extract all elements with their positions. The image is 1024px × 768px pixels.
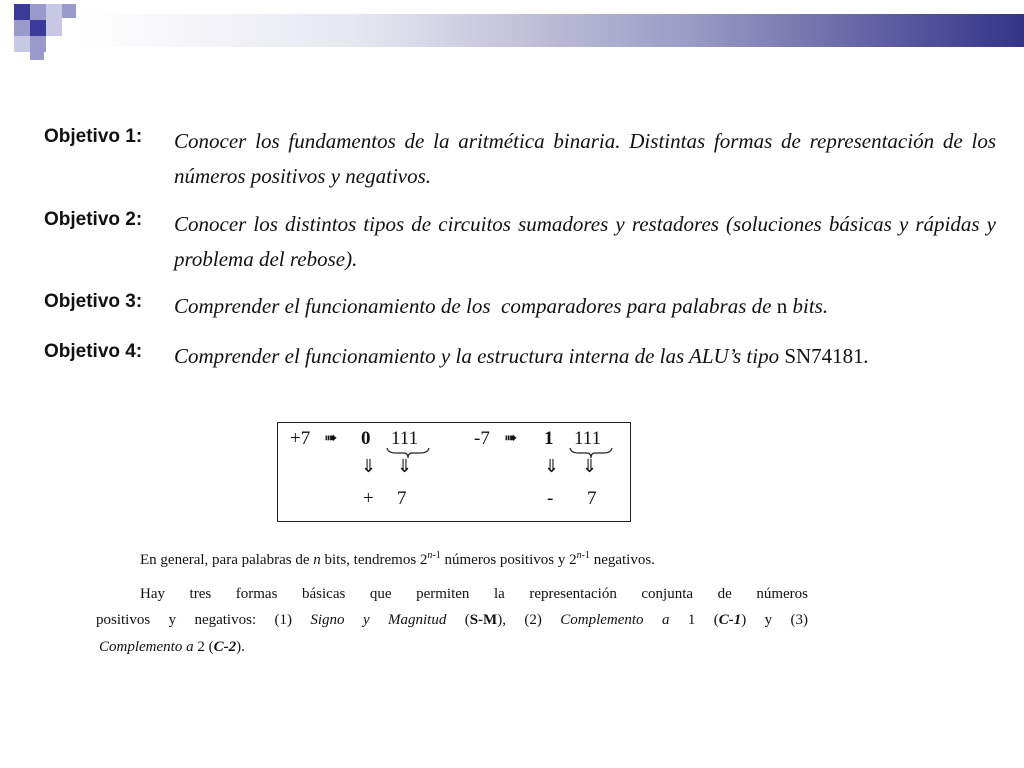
objective-text-part: bits. — [787, 294, 829, 318]
decor-square — [30, 20, 46, 36]
text-run-bold-italic: C-2 — [213, 639, 237, 655]
exponent-minus-one: -1 — [581, 550, 590, 561]
paragraph-line: Hay tres formas básicas que permiten la representación conjunta de números — [140, 586, 808, 602]
decor-square — [14, 20, 30, 36]
text-run: bits, tendremos 2 — [320, 552, 428, 568]
right-arrow-icon: ➠ — [504, 428, 518, 447]
down-arrow-icon: ⇓ — [361, 456, 377, 477]
paragraph-line: positivos y negativos: (1) Signo y Magnitud (S-M), (2) Complemento a 1 (C-1) y (3) — [96, 612, 808, 628]
down-arrow-icon: ⇓ — [582, 456, 598, 477]
objective-text-part: Comprender el funcionamiento de los comparadores para palabras de — [174, 294, 777, 318]
objective-text — [174, 339, 996, 374]
objective-text: Conocer los distintos tipos de circuitos sumadores y restadores (soluciones básicas y rápidas y problema del rebose). — [174, 212, 996, 271]
sign-symbol: - — [547, 488, 554, 509]
objective-text-part: Comprender el funcionamiento y la estructura interna de las ALU’s tipo — [174, 344, 785, 368]
objective-label: Objetivo 3: — [44, 291, 143, 312]
decor-square — [62, 4, 76, 18]
right-arrow-icon: ➠ — [324, 428, 338, 447]
objective-label: Objetivo 1: — [44, 126, 143, 147]
text-run: ) y (3) — [741, 612, 808, 628]
paragraph-line: Complemento a 2 (C-2). — [99, 639, 245, 655]
objective-text-chip: SN74181 — [784, 344, 864, 368]
magnitude-bits: 111 — [391, 428, 419, 449]
text-run-italic: Complemento a — [99, 639, 194, 655]
text-run: 1 — [687, 612, 696, 628]
text-run: números positivos y 2 — [440, 552, 577, 568]
objective-text — [174, 289, 996, 324]
objective-label: Objetivo 4: — [44, 341, 143, 362]
objective-item — [44, 289, 996, 339]
text-run-bold: S-M — [469, 612, 498, 628]
down-arrow-icon: ⇓ — [397, 456, 413, 477]
binary-example-box — [277, 422, 631, 522]
text-run-italic: Complemento a — [560, 612, 670, 628]
objective-item — [44, 124, 996, 207]
magnitude-value: 7 — [397, 488, 407, 509]
objective-text-n: n — [776, 294, 788, 318]
exponent-n: n — [427, 550, 433, 561]
decor-square — [30, 46, 44, 60]
text-run: ). — [236, 639, 245, 655]
objective-text: Conocer los fundamentos de la aritmética binaria. Distintas formas de representación de los números positivos y negativos. — [174, 129, 996, 188]
decor-square — [46, 4, 62, 20]
text-run: En general, para palabras de — [140, 552, 314, 568]
text-run: 2 — [197, 639, 205, 655]
text-run-bold-italic: C-1 — [718, 612, 742, 628]
exponent — [577, 550, 590, 561]
text-run: ), (2) — [497, 612, 561, 628]
sign-bit: 1 — [544, 428, 554, 449]
text-run-italic: n — [313, 552, 321, 568]
title-gradient-bar — [78, 14, 1024, 47]
objective-item — [44, 207, 996, 289]
decor-square — [46, 20, 62, 36]
text-run: positivos y negativos: (1) — [96, 612, 311, 628]
decor-square — [14, 36, 30, 52]
paragraph-line — [140, 550, 655, 569]
objective-item — [44, 339, 996, 379]
exponent — [427, 550, 440, 561]
objective-text-part: . — [863, 344, 869, 368]
sign-symbol: + — [363, 488, 374, 509]
sign-bit: 0 — [361, 428, 371, 449]
exponent-n: n — [576, 550, 582, 561]
decor-square — [30, 4, 46, 20]
decor-square — [14, 4, 30, 20]
text-run-italic: Signo y Magnitud — [310, 612, 447, 628]
positive-value: +7 — [290, 428, 311, 449]
objectives-list — [44, 124, 996, 379]
text-run: negativos. — [589, 552, 655, 568]
objective-label: Objetivo 2: — [44, 209, 143, 230]
negative-value: -7 — [474, 428, 490, 449]
down-arrow-icon: ⇓ — [544, 456, 560, 477]
exponent-minus-one: -1 — [432, 550, 441, 561]
magnitude-bits: 111 — [574, 428, 602, 449]
magnitude-value: 7 — [587, 488, 597, 509]
